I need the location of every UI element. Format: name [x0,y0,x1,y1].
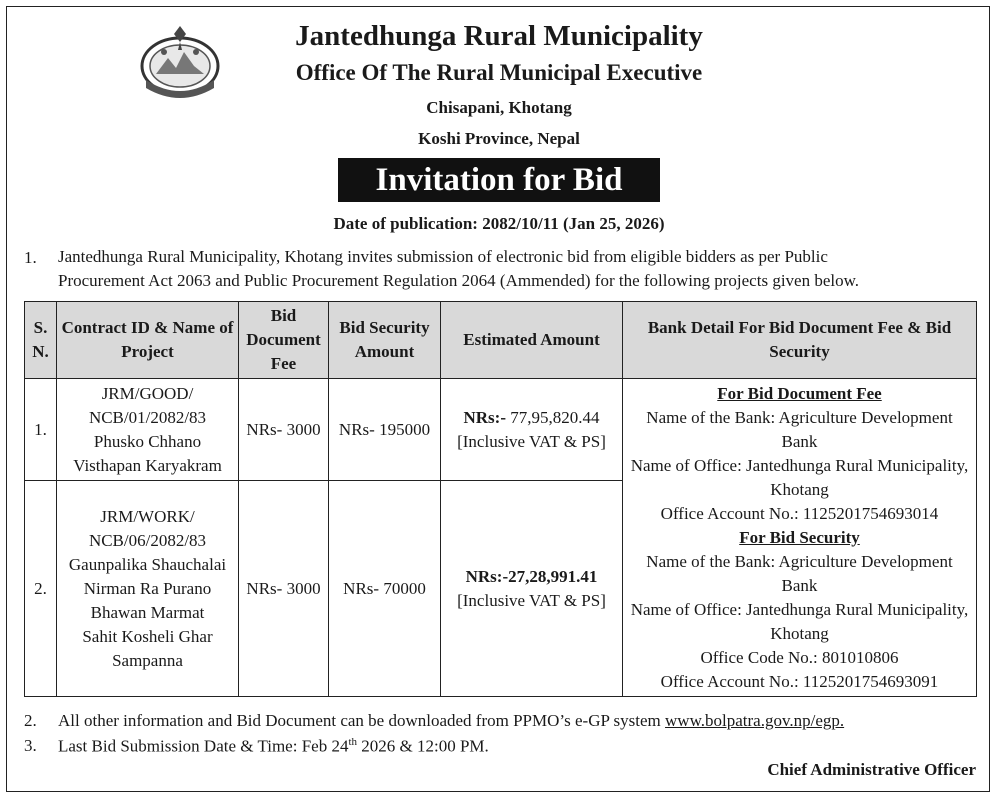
note-3-text-after: 2026 & 12:00 PM. [357,736,489,756]
security-office: Name of Office: Jantedhunga Rural Municipality, Khotang [630,599,969,643]
table-row [25,379,977,481]
row-sn: 2. [25,481,57,697]
fee-heading: For Bid Document Fee [717,383,882,403]
bid-table [24,301,977,697]
fee-office: Name of Office: Jantedhunga Rural Municipality, Khotang [630,455,969,499]
note-3 [58,736,489,757]
row-contract [57,379,239,481]
bank-detail-cell [623,379,977,697]
signoff: Chief Administrative Officer [767,760,976,779]
estimate-note: [Inclusive VAT & PS] [457,431,606,451]
note-2 [58,711,844,731]
estimate-note: [Inclusive VAT & PS] [457,590,606,610]
contract-line: Sampanna [112,650,183,670]
row-security: NRs- 195000 [329,379,441,481]
address-line-1: Chisapani, Khotang [426,98,572,117]
note-3-sup: th [348,736,358,748]
contract-line: Bhawan Marmat [90,602,205,622]
security-code: Office Code No.: 801010806 [700,647,899,667]
estimate-label: NRs:- [463,407,506,427]
header-sn: S. N. [25,302,57,379]
egp-link[interactable]: www.bolpatra.gov.np/egp. [665,711,845,730]
address-line-2: Koshi Province, Nepal [418,129,580,148]
office-name: Office Of The Rural Municipal Executive [295,60,703,85]
row-estimate [441,379,623,481]
contract-line: JRM/WORK/ [100,506,195,526]
contract-line: NCB/01/2082/83 [88,407,207,427]
contract-line: JRM/GOOD/ [101,383,194,403]
header-fee: Bid Document Fee [239,302,329,379]
header-estimate: Estimated Amount [441,302,623,379]
header-bank: Bank Detail For Bid Document Fee & Bid Security [623,302,977,379]
row-contract [57,481,239,697]
fee-account: Office Account No.: 1125201754693014 [660,503,939,523]
header-security: Bid Security Amount [329,302,441,379]
table-header-row [25,302,977,379]
fee-bank: Name of the Bank: Agriculture Development Bank [646,407,953,451]
intro-number: 1. [24,248,37,267]
row-fee: NRs- 3000 [239,481,329,697]
contract-line: Sahit Kosheli Ghar [82,626,213,646]
invitation-banner: Invitation for Bid [338,158,660,202]
security-heading: For Bid Security [739,527,860,547]
header-contract: Contract ID & Name of Project [57,302,239,379]
note-3-number: 3. [24,736,37,755]
intro-line-2: Procurement Act 2063 and Public Procurement Regulation 2064 (Ammended) for the following projects given below. [58,271,860,290]
intro-line-1: Jantedhunga Rural Municipality, Khotang invites submission of electronic bid from eligible bidders as per Public [58,247,828,266]
contract-line: Visthapan Karyakram [73,455,222,475]
contract-line: NCB/06/2082/83 [88,530,207,550]
security-account: Office Account No.: 1125201754693091 [660,671,939,691]
contract-line: Nirman Ra Purano [83,578,212,598]
contract-line: Phusko Chhano [93,431,202,451]
contract-line: Gaunpalika Shauchalai [68,554,227,574]
row-estimate [441,481,623,697]
estimate-value: 77,95,820.44 [506,407,600,427]
security-bank: Name of the Bank: Agriculture Development Bank [646,551,953,595]
publication-date: Date of publication: 2082/10/11 (Jan 25, 2026) [333,214,665,233]
row-sn: 1. [25,379,57,481]
row-security: NRs- 70000 [329,481,441,697]
note-2-number: 2. [24,711,37,730]
note-2-text: All other information and Bid Document can be downloaded from PPMO’s e-GP system [58,711,666,730]
row-fee: NRs- 3000 [239,379,329,481]
note-3-text: Last Bid Submission Date & Time: Feb 24 [58,736,349,756]
estimate-label: NRs:-27,28,991.41 [465,566,598,586]
org-name: Jantedhunga Rural Municipality [295,20,703,52]
